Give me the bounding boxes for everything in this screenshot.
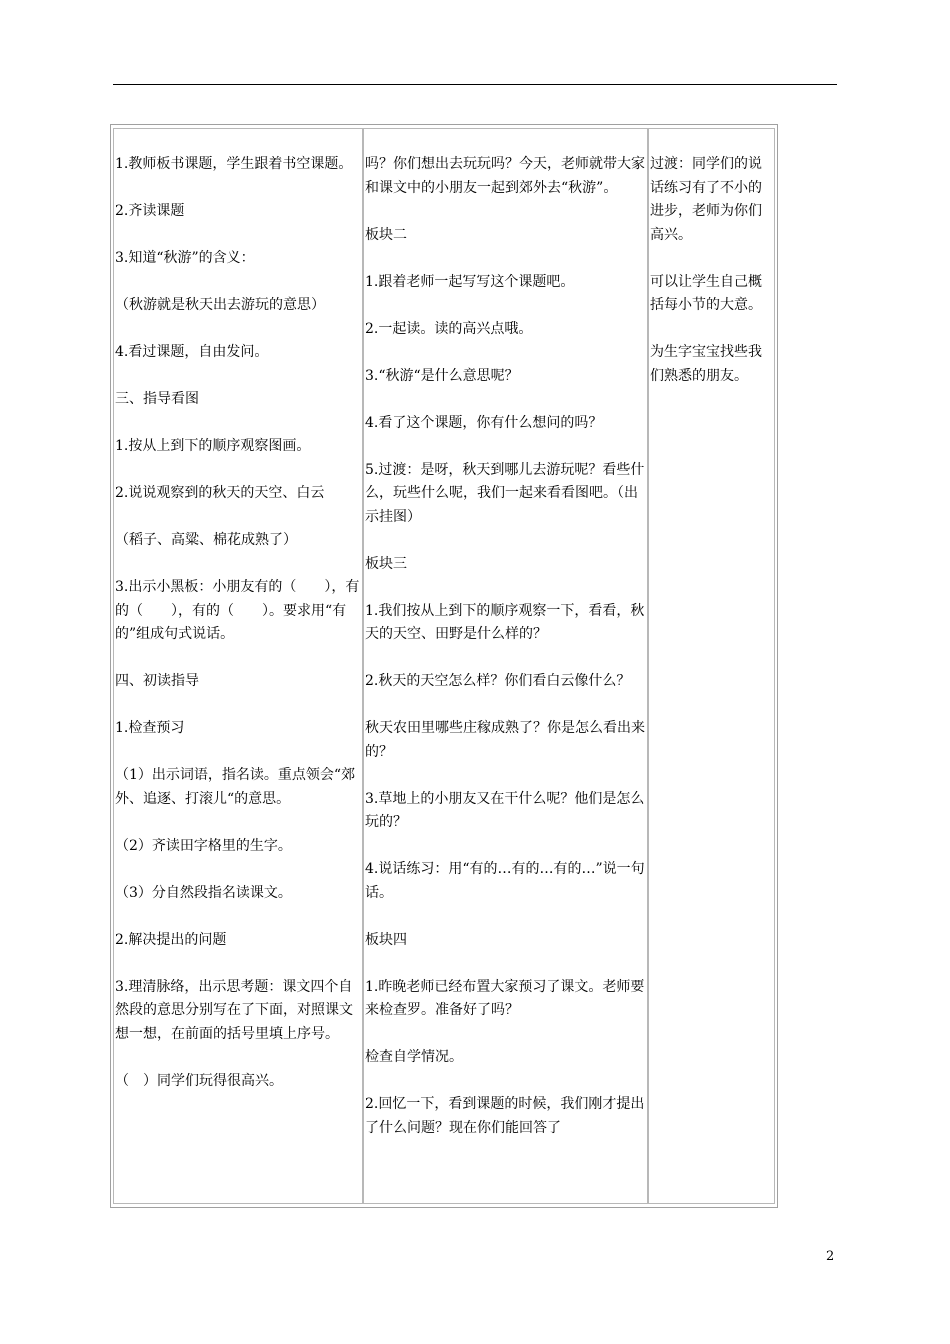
paragraph: 过渡：同学们的说话练习有了不小的进步，老师为你们高兴。: [650, 156, 762, 243]
block-heading: 板块四: [365, 931, 407, 948]
paragraph: 4.看过课题，自由发问。: [115, 344, 269, 360]
paragraph: 3.理清脉络，出示思考题：课文四个自然段的意思分别写在了下面，对照课文想一想，在前面的括号里填上序号。: [115, 978, 353, 1042]
paragraph: 可以让学生自己概括每小节的大意。: [650, 273, 762, 313]
cell-content-col2: [364, 129, 647, 1140]
paragraph: 2.齐读课题: [115, 203, 185, 219]
paragraph: 2.说说观察到的秋天的天空、白云: [115, 485, 325, 501]
paragraph: （3）分自然段指名读课文。: [115, 884, 292, 901]
paragraph: （稻子、高粱、棉花成熟了）: [115, 532, 297, 548]
paragraph: 1.教师板书课题，学生跟着书空课题。: [115, 156, 353, 172]
paragraph: 3.“秋游“是什么意思呢？: [365, 367, 519, 384]
paragraph: 2.秋天的天空怎么样？你们看白云像什么？: [365, 673, 631, 689]
cell-content-col1: [114, 129, 362, 1093]
block-heading: 板块三: [365, 555, 407, 572]
paragraph: 秋天农田里哪些庄稼成熟了？你是怎么看出来的？: [365, 720, 645, 760]
paragraph: 1.按从上到下的顺序观察图画。: [115, 438, 311, 454]
paragraph: 为生字宝宝找些我们熟悉的朋友。: [650, 344, 762, 384]
paragraph: （2）齐读田字格里的生字。: [115, 837, 292, 854]
paragraph: 1.跟着老师一起写写这个课题吧。: [365, 273, 575, 290]
table-cell-teaching-process: [113, 128, 363, 1204]
paragraph: 1.昨晚老师已经布置大家预习了课文。老师要来检查罗。准备好了吗？: [365, 978, 645, 1018]
paragraph: 3.出示小黑板：小朋友有的（ ），有的（ ），有的（ ）。要求用“有的”组成句式说话。: [115, 579, 360, 642]
paragraph: 2.解决提出的问题: [115, 931, 227, 948]
section-heading: 四、初读指导: [115, 673, 199, 689]
paragraph: 5.过渡：是呀，秋天到哪儿去游玩呢？看些什么，玩些什么呢，我们一起来看看图吧。（出示挂图）: [365, 461, 645, 525]
paragraph: （1）出示词语，指名读。重点领会“郊外、追逐、打滚儿“的意思。: [115, 767, 356, 807]
paragraph: （ ）同学们玩得很高兴。: [115, 1072, 283, 1089]
page-number: 2: [826, 1249, 835, 1264]
paragraph: 1.我们按从上到下的顺序观察一下，看看，秋天的天空、田野是什么样的？: [365, 602, 645, 642]
paragraph: 4.说话练习：用“有的…有的…有的…”说一句话。: [365, 861, 645, 901]
paragraph: 2.一起读。读的高兴点哦。: [365, 320, 533, 337]
cell-content-col3: [649, 129, 774, 388]
paragraph: 4.看了这个课题，你有什么想问的吗？: [365, 414, 603, 431]
paragraph: 3.草地上的小朋友又在干什么呢？他们是怎么玩的？: [365, 790, 645, 830]
block-heading: 板块二: [365, 226, 407, 243]
paragraph: 吗？你们想出去玩玩吗？今天，老师就带大家和课文中的小朋友一起到郊外去“秋游”。: [365, 156, 645, 196]
paragraph: 检查自学情况。: [365, 1049, 463, 1065]
table-cell-teacher-script: [363, 128, 648, 1204]
paragraph: （秋游就是秋天出去游玩的意思）: [115, 297, 325, 313]
paragraph: 3.知道“秋游”的含义：: [115, 250, 255, 266]
paragraph: 2.回忆一下，看到课题的时候，我们刚才提出了什么问题？现在你们能回答了: [365, 1096, 645, 1136]
table-cell-design-notes: [648, 128, 775, 1204]
section-heading: 三、指导看图: [115, 391, 199, 407]
paragraph: 1.检查预习: [115, 720, 185, 736]
header-rule: [113, 84, 837, 85]
